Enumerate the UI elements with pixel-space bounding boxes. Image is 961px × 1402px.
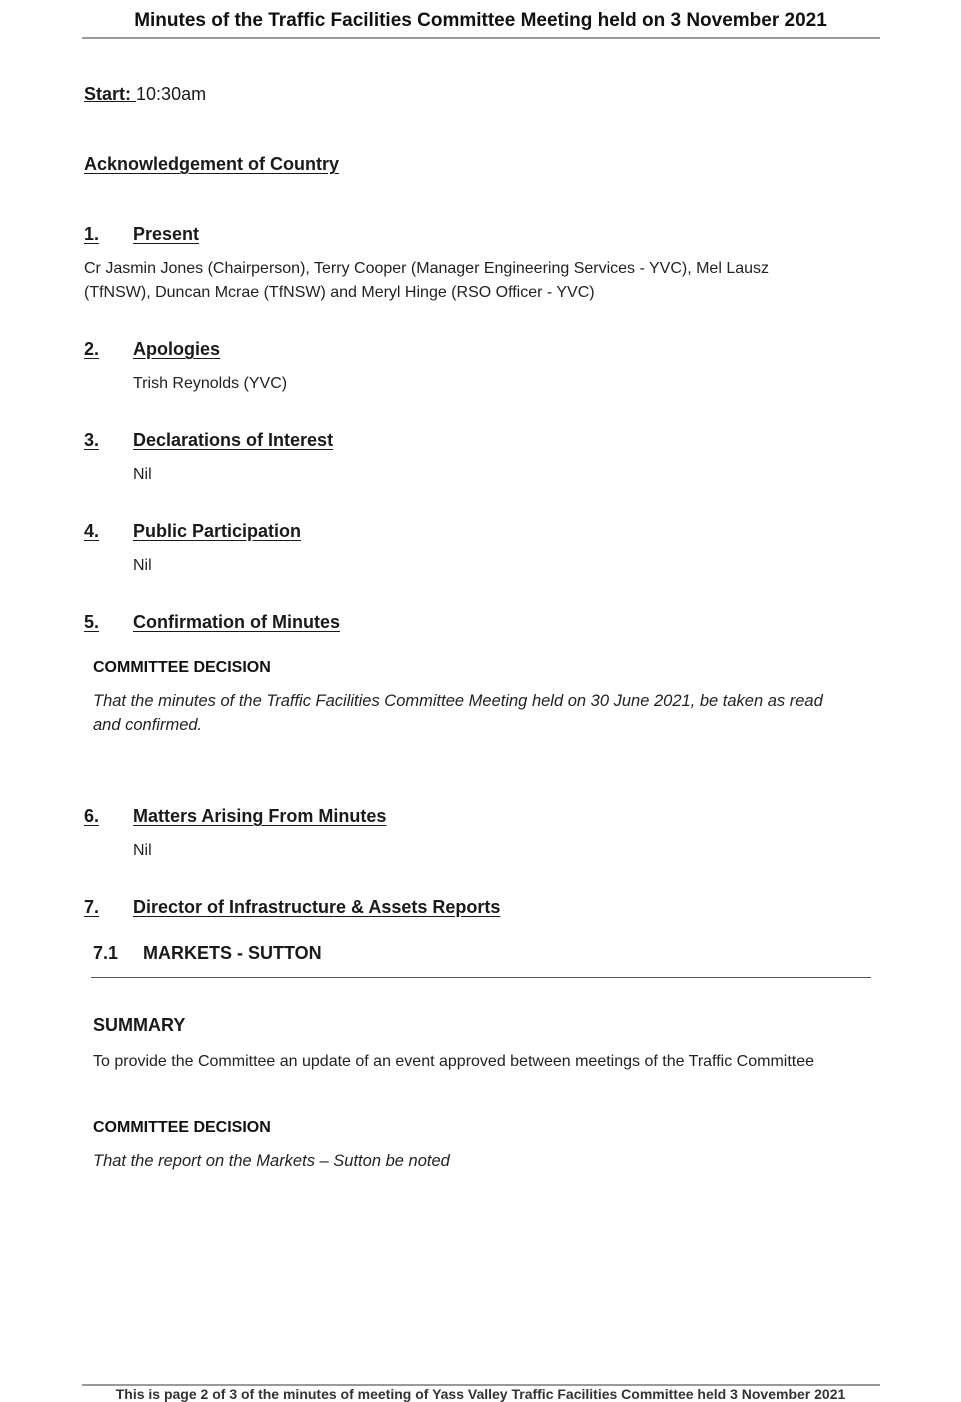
confirmation-decision-line-1: That the minutes of the Traffic Facilities Committee Meeting held on 30 June 2021, be taken as read: [93, 692, 823, 710]
summary-label: SUMMARY: [93, 1015, 186, 1035]
section-number: 7.: [84, 897, 100, 917]
footer: [0, 1386, 961, 1402]
start-time: 10:30am: [136, 84, 207, 104]
summary-text: To provide the Committee an update of an event approved between meetings of the Traffic Committee: [93, 1053, 815, 1070]
section-number: 4.: [84, 521, 100, 541]
item-decision-label: COMMITTEE DECISION: [93, 1119, 271, 1136]
confirmation-decision-line-2: and confirmed.: [93, 716, 203, 734]
item-title: MARKETS - SUTTON: [143, 943, 322, 963]
present-line-1: Cr Jasmin Jones (Chairperson), Terry Cooper (Manager Engineering Services - YVC), Mel Lausz: [84, 260, 770, 277]
section-title: Director of Infrastructure & Assets Reports: [133, 897, 501, 917]
item-7-1-heading: [93, 943, 322, 964]
start-line: [84, 84, 206, 105]
present-line-2: (TfNSW), Duncan Mcrae (TfNSW) and Meryl Hinge (RSO Officer - YVC): [84, 284, 595, 301]
section-number: 1.: [84, 224, 100, 244]
section-title: Public Participation: [133, 521, 302, 541]
public-text: Nil: [133, 557, 152, 574]
footer-text: This is page 2 of 3 of the minutes of meeting of Yass Valley Traffic Facilities Committee held 3 November 2021: [115, 1386, 846, 1402]
start-label: Start:: [84, 84, 132, 104]
section-number: 5.: [84, 612, 100, 632]
section-title: Declarations of Interest: [133, 430, 334, 450]
apologies-text: Trish Reynolds (YVC): [133, 375, 288, 392]
section-number: 2.: [84, 339, 100, 359]
section-title: Present: [133, 224, 200, 244]
section-confirmation-heading: [84, 612, 340, 633]
section-matters-heading: [84, 806, 386, 827]
section-present-heading: [84, 224, 199, 245]
acknowledgement-heading: Acknowledgement of Country: [84, 154, 340, 174]
section-title: Confirmation of Minutes: [133, 612, 340, 632]
section-apologies-heading: [84, 339, 220, 360]
section-title: Apologies: [133, 339, 221, 359]
section-director-heading: [84, 897, 500, 918]
confirmation-decision-label: COMMITTEE DECISION: [93, 659, 271, 676]
declarations-text: Nil: [133, 466, 152, 483]
section-number: 3.: [84, 430, 100, 450]
item-decision-text: That the report on the Markets – Sutton be noted: [93, 1152, 450, 1170]
section-public-heading: [84, 521, 301, 542]
matters-text: Nil: [133, 842, 152, 859]
item-number: 7.1: [93, 943, 119, 963]
header-divider: [82, 37, 880, 39]
section-declarations-heading: [84, 430, 333, 451]
section-title: Matters Arising From Minutes: [133, 806, 387, 826]
page-header-title: Minutes of the Traffic Facilities Committee Meeting held on 3 November 2021: [134, 10, 827, 31]
section-number: 6.: [84, 806, 100, 826]
item-divider: [91, 977, 871, 978]
